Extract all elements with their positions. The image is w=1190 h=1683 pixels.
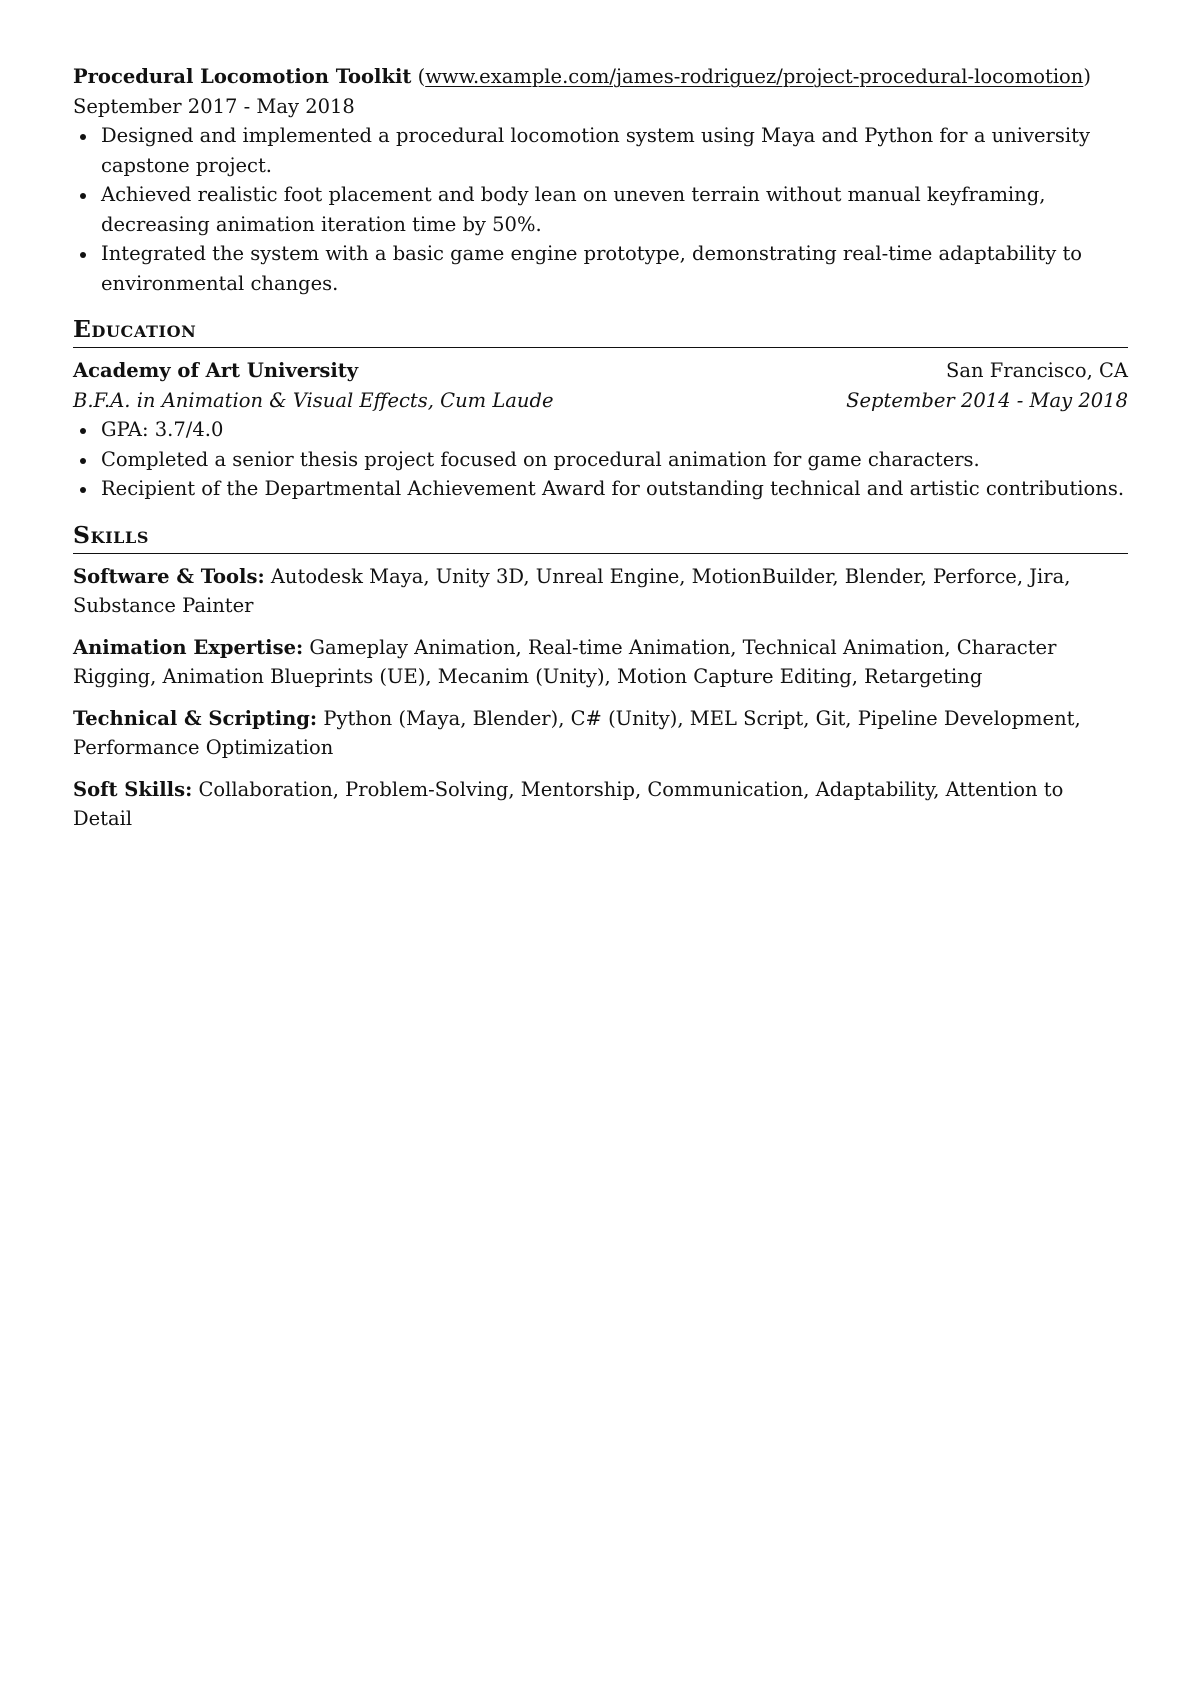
skill-row-software — [73, 562, 1128, 621]
education-bullet-text: Recipient of the Departmental Achievement Award for outstanding technical and artistic contributions. — [101, 477, 1125, 500]
skills-heading: Skills — [73, 518, 1128, 554]
school-name: Academy of Art University — [73, 359, 359, 382]
list-item — [73, 180, 1128, 239]
skill-value: Python (Maya, Blender), C# (Unity), MEL Script, Git, Pipeline Development, Performance Optimization — [73, 706, 1081, 759]
list-item — [73, 239, 1128, 298]
education-heading: Education — [73, 312, 1128, 348]
project-entry — [73, 62, 1128, 298]
project-dates: September 2017 - May 2018 — [73, 94, 355, 118]
school-location: San Francisco, CA — [945, 359, 1128, 382]
skill-value: Autodesk Maya, Unity 3D, Unreal Engine, MotionBuilder, Blender, Perforce, Jira, Substance Painter — [73, 564, 1071, 617]
list-item — [73, 474, 1128, 504]
skill-label: Software & Tools: — [73, 564, 265, 588]
education-bullet-text: Completed a senior thesis project focused on procedural animation for game characters. — [101, 447, 980, 471]
education-row-degree — [73, 386, 1128, 416]
education-bullet-text: GPA: 3.7/4.0 — [101, 418, 224, 441]
skill-label: Technical & Scripting: — [73, 706, 318, 730]
education-dates: September 2014 - May 2018 — [846, 388, 1128, 412]
list-item — [73, 445, 1128, 475]
bullet-icon — [80, 134, 86, 140]
skill-label: Soft Skills: — [73, 777, 193, 801]
list-item — [73, 121, 1128, 180]
list-item — [73, 415, 1128, 445]
project-bullet-text: Designed and implemented a procedural locomotion system using Maya and Python for a university capstone project. — [101, 124, 1090, 177]
education-bullet-list — [73, 415, 1128, 504]
project-bullet-list — [73, 121, 1128, 298]
skill-label: Animation Expertise: — [73, 635, 304, 659]
skills-list — [73, 562, 1128, 834]
bullet-icon — [80, 458, 86, 464]
resume-page — [73, 62, 1128, 846]
skill-value: Gameplay Animation, Real-time Animation, Technical Animation, Character Rigging, Animation Blueprints (UE), Mecanim (Unity), Motion Capture Editing, Retargeting — [73, 635, 1057, 688]
education-row-school — [73, 356, 1128, 386]
education-entry — [73, 356, 1128, 504]
bullet-icon — [80, 193, 86, 199]
bullet-icon — [80, 487, 86, 493]
project-title: Procedural Locomotion Toolkit — [73, 65, 412, 88]
skill-row-animation — [73, 633, 1128, 692]
project-link-open: ( — [411, 65, 426, 88]
project-link[interactable]: www.example.com/james-rodriguez/project-procedural-locomotion — [425, 65, 1084, 88]
project-link-close: ) — [1083, 65, 1091, 88]
bullet-icon — [80, 252, 86, 258]
project-bullet-text: Integrated the system with a basic game engine prototype, demonstrating real-time adaptability to environmental changes. — [101, 242, 1083, 295]
project-header — [73, 62, 1128, 92]
skill-row-soft — [73, 775, 1128, 834]
bullet-icon — [80, 428, 86, 434]
project-bullet-text: Achieved realistic foot placement and body lean on uneven terrain without manual keyframing, decreasing animation iteration time by 50%. — [101, 183, 1046, 236]
skill-row-technical — [73, 704, 1128, 763]
degree: B.F.A. in Animation & Visual Effects, Cum Laude — [73, 388, 554, 412]
skill-value: Collaboration, Problem-Solving, Mentorship, Communication, Adaptability, Attention to Detail — [73, 777, 1064, 830]
